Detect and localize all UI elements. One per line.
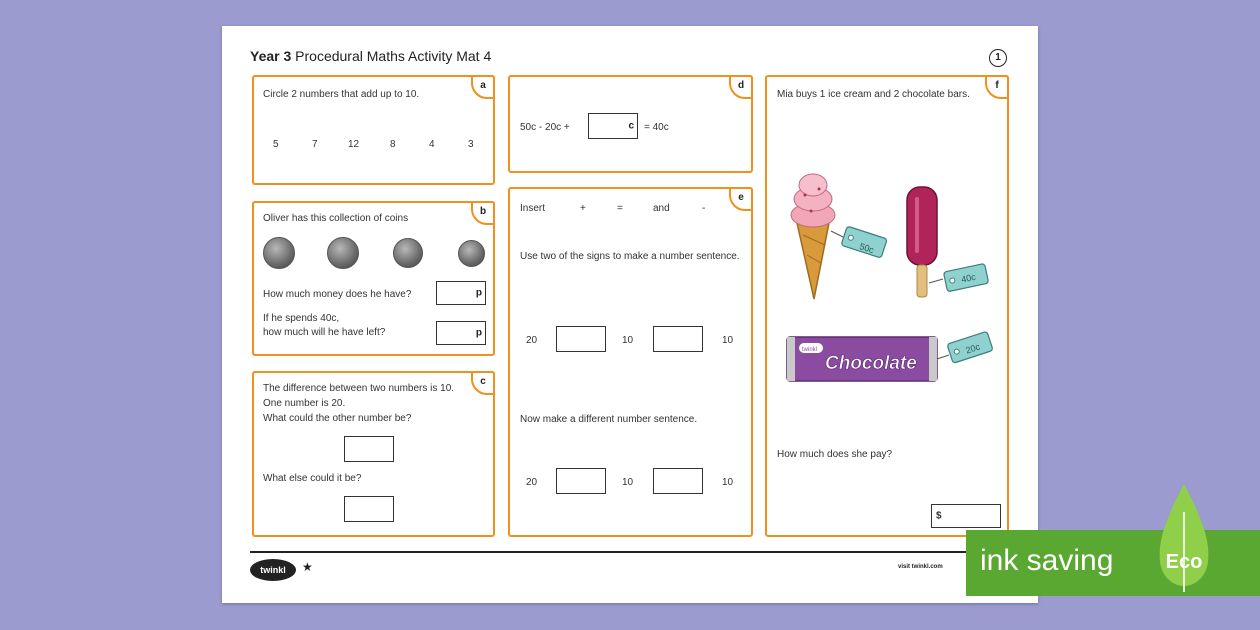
twinkl-logo: twinkl	[250, 559, 296, 581]
card-c-line-3: What could the other number be?	[263, 413, 412, 424]
equation-right: = 40c	[644, 122, 669, 133]
money-answer-box[interactable]	[436, 281, 486, 305]
ink-saving-label: ink saving	[980, 544, 1114, 577]
card-c-line-2: One number is 20.	[263, 398, 346, 409]
card-tag-d: d	[729, 75, 753, 99]
equation-answer-box[interactable]	[588, 113, 638, 139]
brand-label: twinkl	[802, 347, 818, 353]
number-option[interactable]: 4	[429, 139, 435, 150]
footer-site: visit twinkl.com	[898, 564, 943, 570]
sentence-number: 20	[526, 335, 538, 346]
sentence-number: 10	[722, 335, 734, 346]
card-c	[252, 371, 495, 537]
unit-label: p	[475, 287, 482, 299]
currency-label: $	[936, 510, 942, 522]
sign-plus: +	[580, 203, 586, 214]
ink-saving-badge	[966, 530, 1260, 596]
total-answer-box[interactable]	[931, 504, 1001, 528]
sign-box[interactable]	[653, 326, 703, 352]
coin-icon	[327, 237, 359, 269]
price-tag-chocolate: 20c	[964, 341, 982, 356]
star-icon: ★	[302, 560, 313, 574]
sentence-number: 10	[722, 477, 734, 488]
coin-icon	[393, 238, 423, 268]
sentence-number: 20	[526, 477, 538, 488]
card-b	[252, 201, 495, 356]
card-f-question: How much does she pay?	[777, 449, 893, 460]
card-tag-e: e	[729, 187, 753, 211]
card-e	[508, 187, 753, 537]
card-d	[508, 75, 753, 173]
card-a-prompt: Circle 2 numbers that add up to 10.	[263, 89, 420, 100]
number-option[interactable]: 12	[348, 139, 360, 150]
card-a	[252, 75, 495, 185]
card-tag-c: c	[471, 371, 495, 395]
number-option[interactable]: 8	[390, 139, 396, 150]
ice-lolly-illustration	[897, 183, 1007, 313]
worksheet-title: Year 3 Procedural Maths Activity Mat 4	[250, 48, 492, 64]
card-f	[765, 75, 1009, 537]
card-tag-b: b	[471, 201, 495, 225]
card-b-prompt: Oliver has this collection of coins	[263, 213, 409, 224]
card-b-question-2a: If he spends 40c,	[263, 313, 340, 324]
number-option[interactable]: 5	[273, 139, 279, 150]
card-e-instruction: Use two of the signs to make a number sentence.	[520, 251, 740, 262]
chocolate-label: Chocolate	[825, 353, 917, 374]
card-c-line-1: The difference between two numbers is 10.	[263, 383, 455, 394]
sign-minus: -	[702, 203, 706, 214]
card-c-line-4: What else could it be?	[263, 473, 362, 484]
chocolate-bar-illustration	[783, 325, 1003, 395]
sentence-number: 10	[622, 335, 634, 346]
number-option[interactable]: 3	[468, 139, 474, 150]
sign-box[interactable]	[556, 468, 606, 494]
unit-label: c	[628, 120, 634, 132]
price-tag-lolly: 40c	[960, 271, 977, 285]
card-f-prompt: Mia buys 1 ice cream and 2 chocolate bars.	[777, 89, 970, 100]
card-tag-f: f	[985, 75, 1009, 99]
sign-box[interactable]	[653, 468, 703, 494]
unit-label: p	[475, 327, 482, 339]
card-e-instruction-2: Now make a different number sentence.	[520, 414, 698, 425]
eco-label: Eco	[1165, 551, 1203, 573]
answer-box-1[interactable]	[344, 436, 394, 462]
insert-label: Insert	[520, 203, 546, 214]
ice-cream-illustration	[781, 165, 891, 305]
leaf-icon	[1156, 482, 1212, 592]
sign-equals: =	[617, 203, 623, 214]
price-tag-ice-cream: 50c	[858, 241, 876, 256]
sign-box[interactable]	[556, 326, 606, 352]
card-b-question-2b: how much will he have left?	[263, 327, 386, 338]
coin-icon	[458, 240, 485, 267]
and-label: and	[653, 203, 670, 214]
page-number: 1	[989, 49, 1007, 67]
worksheet	[222, 26, 1038, 603]
card-tag-a: a	[471, 75, 495, 99]
footer-divider	[250, 551, 1005, 553]
number-option[interactable]: 7	[312, 139, 318, 150]
coin-icon	[263, 237, 295, 269]
sentence-number: 10	[622, 477, 634, 488]
answer-box-2[interactable]	[344, 496, 394, 522]
equation-left: 50c - 20c +	[520, 122, 570, 133]
remaining-answer-box[interactable]	[436, 321, 486, 345]
card-b-question-1: How much money does he have?	[263, 289, 412, 300]
